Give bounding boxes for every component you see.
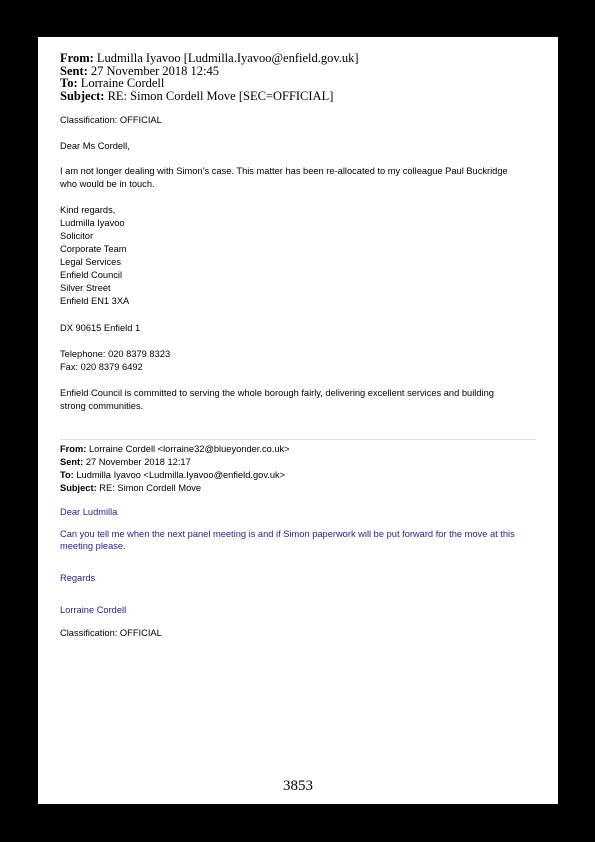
reply-classification: Classification: OFFICIAL <box>60 115 162 125</box>
original-body-line-2: meeting please. <box>60 541 126 551</box>
reply-signoff: Kind regards, <box>60 205 116 215</box>
signature-town: Enfield EN1 3XA <box>60 296 130 306</box>
original-sent: Sent: 27 November 2018 12:17 <box>60 457 191 467</box>
document-page <box>38 37 558 804</box>
message-divider <box>60 439 536 440</box>
header-to: To: Lorraine Cordell <box>60 76 165 90</box>
header-subject: Subject: RE: Simon Cordell Move [SEC=OFFICIAL] <box>60 88 334 103</box>
signature-fax: Fax: 020 8379 6492 <box>60 362 143 372</box>
council-tagline-line-1: Enfield Council is committed to serving the whole borough fairly, delivering excellent services and building <box>60 388 494 398</box>
email-header <box>60 52 359 102</box>
original-body-line-1: Can you tell me when the next panel meeting is and if Simon paperwork will be put forward for the move at this <box>60 529 515 539</box>
header-from-value: Ludmilla Iyavoo [Ludmilla.Iyavoo@enfield.gov.uk] <box>96 51 359 65</box>
original-to: To: Ludmilla Iyavoo <Ludmilla.Iyavoo@enfield.gov.uk> <box>60 470 286 480</box>
signature-role: Solicitor <box>60 231 94 241</box>
reply-greeting: Dear Ms Cordell, <box>60 141 130 151</box>
header-subject-value: RE: Simon Cordell Move [SEC=OFFICIAL] <box>107 88 334 103</box>
signature-team: Corporate Team <box>60 244 127 254</box>
council-tagline-line-2: strong communities. <box>60 401 144 411</box>
signature-org: Enfield Council <box>60 270 123 280</box>
signature-dx: DX 90615 Enfield 1 <box>60 323 141 333</box>
original-classification: Classification: OFFICIAL <box>60 628 162 638</box>
reply-body-line-1: I am not longer dealing with Simon’s case. This matter has been re-allocated to my colleague Paul Buckridge <box>60 166 508 176</box>
header-to-value: Lorraine Cordell <box>80 76 165 90</box>
header-sent: Sent: 27 November 2018 12:45 <box>60 63 220 78</box>
header-sent-value: 27 November 2018 12:45 <box>90 63 220 78</box>
signature-telephone: Telephone: 020 8379 8323 <box>60 349 171 359</box>
original-regards: Regards <box>60 573 96 583</box>
signature-street: Silver Street <box>60 283 111 293</box>
page-number: 3853 <box>283 778 313 794</box>
original-name: Lorraine Cordell <box>60 605 127 615</box>
original-greeting: Dear Ludmilla <box>60 507 118 517</box>
reply-body-line-2: who would be in touch. <box>60 179 155 189</box>
original-subject: Subject: RE: Simon Cordell Move <box>60 483 202 493</box>
original-from: From: Lorraine Cordell <lorraine32@blueyonder.co.uk> <box>60 444 290 454</box>
signature-dept: Legal Services <box>60 257 121 267</box>
signature-name: Ludmilla Iyavoo <box>60 218 125 228</box>
header-from: From: Ludmilla Iyavoo [Ludmilla.Iyavoo@enfield.gov.uk] <box>60 51 359 65</box>
